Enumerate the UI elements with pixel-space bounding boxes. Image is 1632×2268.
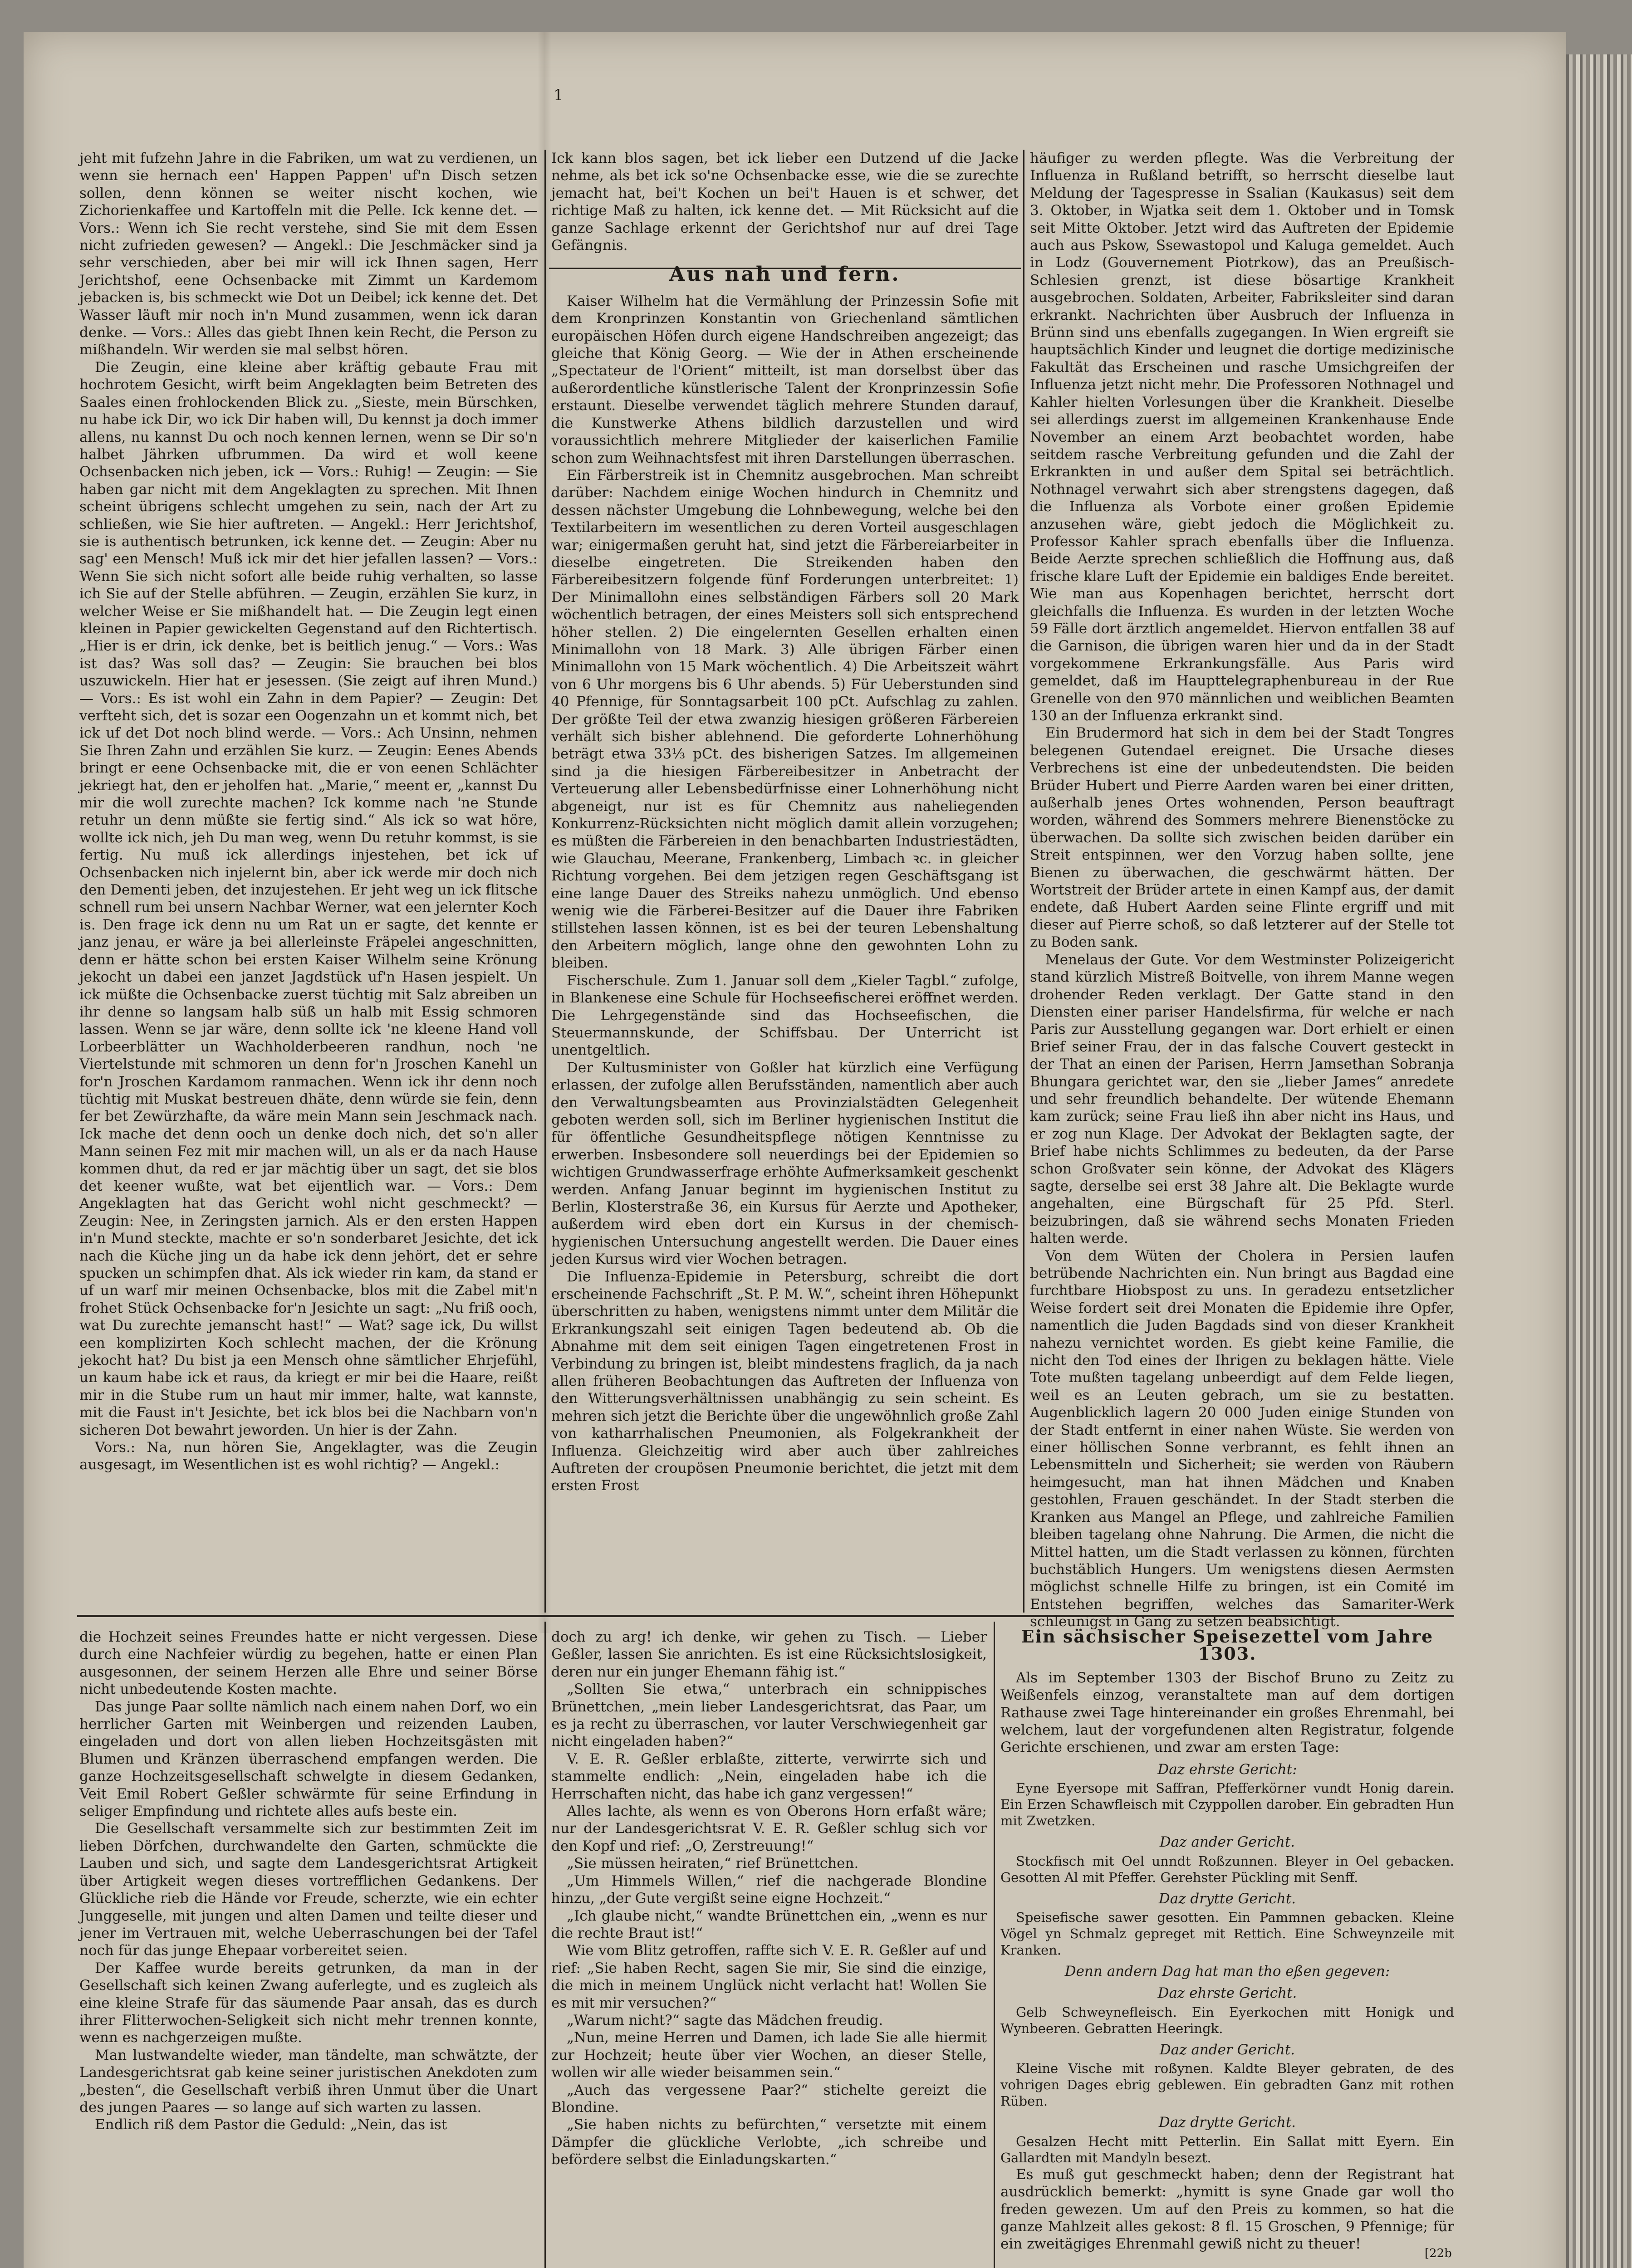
menu-course-heading: Daz ehrste Gericht. [1157, 1985, 1297, 2002]
story-paragraph: Der Kaffee wurde bereits getrunken, da man in der Gesellschaft sich keinen Zwang auferlegte, und es zugleich als eine kleine Strafe für das säumende Paar ansah, das es durch ihrer Flitterwochen-Seligkeit sich nicht mehr trennen konnte, wenn es nachgerzeigen mußte. [79, 1960, 538, 2046]
menu-course-heading: Daz drytte Gericht. [1158, 1890, 1296, 1907]
menu-course-text: Kleine Vische mit roßynen. Kaldte Bleyer gebraten, de des vohrigen Dages ebrig geblewen. Ein gebradten Ganz mit rothen Rüben. [1000, 2061, 1454, 2109]
right-column [1030, 150, 1454, 1630]
menu-course-text: Gelb Schweynefleisch. Ein Eyerkochen mitt Honigk und Wynbeeren. Gebratten Heeringk. [1000, 2004, 1454, 2036]
menu-article-closing: Es muß gut geschmeckt haben; denn der Registrant hat ausdrücklich bemerkt: „hymitt is syne Gnade gar woll tho freden gewezen. Um auf den Preis zu kommen, so hat die ganze Mahlzeit alles gekost: 8 fl. 15 Groschen, 9 Pfennige; für ein zweitägiges Ehrenmahl gewiß nicht zu theuer! [1000, 2166, 1454, 2253]
article-paragraph: Ein Färberstreik ist in Chemnitz ausgebrochen. Man schreibt darüber: Nachdem einige Wochen hindurch in Chemnitz und dessen nächster Umgebung die Lohnbewegung, welche bei den Textilarbeitern im wesentlichen zu deren Vorteil ausgeschlagen war; einigermaßen geruht hat, sind jetzt die Färbereiarbeiter in dieselbe eingetreten. Die Streikenden haben den Färbereibesitzern folgende fünf Forderungen unterbreitet: 1) Der Minimallohn eines selbständigen Färbers soll 20 Mark wöchentlich betragen, der eines Meisters soll sich entsprechend höher stellen. 2) Die eingelernten Gesellen erhalten einen Minimallohn von 18 Mark. 3) Alle übrigen Färber einen Minimallohn von 15 Mark wöchentlich. 4) Die Arbeitszeit währt von 6 Uhr morgens bis 6 Uhr abends. 5) Für Ueberstunden sind 40 Pfennige, für Sonntagsarbeit 100 pCt. Aufschlag zu zahlen. Der größte Teil der etwa zwanzig hiesigen größeren Färbereien verhält sich bisher ablehnend. Die geforderte Lohnerhöhung beträgt etwa 33⅓ pCt. des bisherigen Satzes. Im allgemeinen sind ja die hiesigen Färbereibesitzer in Anbetracht der Verteuerung aller Lebensbedürfnisse einer Lohnerhöhung nicht abgeneigt, nur ist es für Chemnitz aus naheliegenden Konkurrenz-Rücksichten nicht möglich damit allein vorzugehen; es müßten die Färbereien in den benachbarten Industriestädten, wie Glauchau, Meerane, Frankenberg, Limbach ꝛc. in gleicher Richtung vorgehen. Bei dem jetzigen regen Geschäftsgang ist eine lange Dauer des Streiks nahezu unmöglich. Und ebenso wenig wie die Färberei-Besitzer auf die Dauer ihre Fabriken stillstehen lassen können, ist es bei der teuren Lebenshaltung den Arbeitern möglich, lange ohne den gewohnten Lohn zu bleiben. [551, 467, 1019, 972]
story-paragraph: „Nun, meine Herren und Damen, ich lade Sie alle hiermit zur Hochzeit; heute über vier Wochen, an dieser Stelle, wollen wir alle wieder beisammen sein.“ [551, 2029, 987, 2081]
feuilleton-left-column [79, 1628, 538, 2268]
column-rule-4 [994, 1622, 995, 2268]
menu-course-heading: Daz drytte Gericht. [1158, 2114, 1296, 2131]
article-paragraph: Ick kann blos sagen, bet ick lieber een Dutzend uf die Jacke nehme, als bet ick so'ne Ochsenbacke esse, wie die se zurechte jemacht hat, bei't Kochen un bei't Hauen is et schwer, det richtige Maß zu halten, ick kenne det. — Mit Rücksicht auf die ganze Sachlage erkennt der Gerichtshof nur auf drei Tage Gefängnis. [551, 150, 1019, 254]
story-paragraph: Das junge Paar sollte nämlich nach einem nahen Dorf, wo ein herrlicher Garten mit Weinbergen und reizenden Lauben, eingeladen und dort von allen lieben Hochzeitsgästen mit Blumen und Kränzen überraschend empfangen werden. Die ganze Hochzeitsgesellschaft schwelgte in diesem Gedanken, Veit Emil Robert Geßler schwärmte für seine Erfindung in seliger Empfindung und richtete alles aufs beste ein. [79, 1698, 538, 1820]
story-paragraph: Endlich riß dem Pastor die Geduld: „Nein, das ist [95, 2116, 447, 2133]
story-paragraph: Die Gesellschaft versammelte sich zur bestimmten Zeit im lieben Dörfchen, durchwandelte den Garten, schmückte die Lauben und sich, und sagte dem Landesgerichtsrat Artigkeit über Artigkeit wegen dieses vortrefflichen Gedankens. Der Glückliche rieb die Hände vor Freude, scherzte, wie ein echter Junggeselle, mit jungen und alten Damen und teilte dieser und jener im Vertrauen mit, welche Ueberraschungen bei der Tafel noch für das junge Ehepaar vorbereitet seien. [79, 1820, 538, 1959]
story-paragraph: doch zu arg! ich denke, wir gehen zu Tisch. — Lieber Geßler, lassen Sie anrichten. Es ist eine Rücksichtslosigkeit, deren nur ein junger Ehemann fähig ist.“ [551, 1629, 987, 1680]
menu-day-heading: Denn andern Dag hat man tho eßen gegeven: [1064, 1963, 1390, 1980]
article-paragraph: Vors.: Na, nun hören Sie, Angeklagter, was die Zeugin ausgesagt, im Wesentlichen ist es wohl richtig? — Angekl.: [79, 1439, 538, 1473]
menu-course-text: Eyne Eyersope mit Saffran, Pfefferkörner vundt Honig darein. Ein Erzen Schawfleisch mit Czyppollen darober. Ein gebradten Hun mit Zwetzken. [1000, 1780, 1454, 1829]
story-paragraph: Alles lachte, als wenn es von Oberons Horn erfaßt wäre; nur der Landesgerichtsrat V. E. R. Geßler schlug sich vor den Kopf und rief: „O, Zerstreuung!“ [551, 1803, 987, 1854]
story-paragraph: die Hochzeit seines Freundes hatte er nicht vergessen. Diese durch eine Nachfeier würdig zu begehen, hatte er einen Plan ausgesonnen, der seinem Herzen alle Ehre und seiner Börse nicht unbedeutende Kosten machte. [79, 1629, 538, 1698]
story-paragraph: „Warum nicht?“ sagte das Mädchen freudig. [567, 2012, 883, 2028]
article-paragraph: Der Kultusminister von Goßler hat kürzlich eine Verfügung erlassen, der zufolge allen Berufsständen, namentlich aber auch den Verwaltungsbeamten aus Provinzialstädten Gelegenheit geboten werden soll, sich im Berliner hygienischen Institut die für öffentliche Gesundheitspflege nötigen Kenntnisse zu erwerben. Insbesondere soll neuerdings bei der Epidemien so wichtigen Grundwasserfrage erhöhte Aufmerksamkeit geschenkt werden. Anfang Januar beginnt im hygienischen Institut zu Berlin, Klosterstraße 36, ein Kursus für Aerzte und Apotheker, außerdem wird eben dort ein Kursus in der chemisch-hygienischen Untersuchung angestellt werden. Die Dauer eines jeden Kursus wird vier Wochen betragen. [551, 1059, 1019, 1268]
catchword: [22b [1425, 2247, 1452, 2260]
menu-course-heading: Daz ehrste Gericht: [1157, 1761, 1297, 1778]
article-paragraph: Ein Brudermord hat sich in dem bei der Stadt Tongres belegenen Gutendael ereignet. Die Ursache dieses Verbrechens ist eine der unbedeutendsten. Die beiden Brüder Hubert und Pierre Aarden waren bei einer dritten, außerhalb jenes Ortes wohnenden, Person beauftragt worden, während des Sommers mehrere Bienenstöcke zu überwachen. Da sollte sich zwischen beiden darüber ein Streit entspinnen, wer den Vorzug haben sollte, jene Bienen zu überwachen, die geschwärmt hätten. Der Wortstreit der Brüder artete in einen Kampf aus, der damit endete, daß Hubert Aarden seine Flinte ergriff und mit dieser auf Pierre schoß, so daß letzterer auf der Stelle tot zu Boden sank. [1030, 725, 1454, 951]
page-stack-edge [1566, 54, 1632, 2268]
middle-column [551, 150, 1019, 1608]
story-paragraph: „Sollten Sie etwa,“ unterbrach ein schnippisches Brünettchen, „mein lieber Landesgerichtsrat, das Paar, um es ja recht zu überraschen, vor lauter Verschwiegenheit gar nicht eingeladen haben?“ [551, 1681, 987, 1750]
article-paragraph: Die Zeugin, eine kleine aber kräftig gebaute Frau mit hochrotem Gesicht, wirft beim Angeklagten beim Betreten des Saales einen frohlockenden Blick zu. „Sieste, mein Bürschken, nu habe ick Dir, wo ick Dir haben will, Du kennst ja doch immer allens, nu kannst Du och noch kennen lernen, wenn se Dir so'n halbet Jährken ufbrummen. Da wird et woll keene Ochsenbacken nich jeben, ick — Vors.: Ruhig! — Zeugin: — Sie haben gar nicht mit dem Angeklagten zu sprechen. Mit Ihnen scheint übrigens schlecht umgehen zu sein, nach der Art zu schließen, wie Sie hier auftreten. — Angekl.: Herr Jerichtshof, sie is authentisch betrunken, ick kenne det. — Zeugin: Aber nu sag' een Mensch! Muß ick mir det hier jefallen lassen? — Vors.: Wenn Sie sich nicht sofort alle beide ruhig verhalten, so lasse ich Sie auf der Stelle abführen. — Zeugin, erzählen Sie kurz, in welcher Weise er Sie mißhandelt hat. — Die Zeugin legt einen kleinen in Papier gewickelten Gegenstand auf den Richtertisch. „Hier is er drin, ick denke, bet is beitlich jenug.“ — Vors.: Was ist das? Was soll das? — Zeugin: Sie brauchen bei blos uszuwickeln. Hier hat er jesessen. (Sie zeigt auf ihren Mund.) — Vors.: Es ist wohl ein Zahn in dem Papier? — Zeugin: Det verfteht sich, det is sozar een Oogenzahn un et kommt nich, bet ick uf det Dot noch blind werde. — Vors.: Ach Unsinn, nehmen Sie Ihren Zahn und erzählen Sie kurz. — Zeugin: Eenes Abends bringt er eene Ochsenbacke mit, die er von eenen Schlächter jekriegt hat, den er jeholfen hat. „Marie,“ meent er, „kannst Du mir die woll zurechte machen? Ick komme nach 'ne Stunde retuhr un denn müßte sie fertig sind.“ Als ick so wat höre, wollte ick nich, jeh Du man weg, wenn Du retuhr kommst, is sie fertig. Nu muß ick allerdings injestehen, bet ick uf Ochsenbacken nich injelernt bin, aber ick werde mir doch nich den Dementi jeben, det inzujestehen. Er jeht weg un ick flitsche schnell rum bei unsern Nachbar Werner, wat een jelernter Koch is. Den frage ick denn nu um Rat un er sagte, det kennte er janz jenau, er wäre ja bei allerleinste Fräpelei angeschnitten, denn er hätte schon bei ersten Kaiser Wilhelm seine Krönung jekocht un dabei een janzet Jagdstück uf'n Hasen jespielt. Un ick müßte die Ochsenbacke zuerst tüchtig mit Salz abreiben un ihr denne so langsam halb süß un halb mit Essig schmoren lassen. Wenn se jar wäre, denn sollte ick 'ne kleene Hand voll Lorbeerblätter un Wachholderbeeren randhun, noch 'ne Viertelstunde mit schmoren un denn for'n Jroschen Kanehl un for'n Jroschen Kardamom ranmachen. Wenn ick ihr denn noch tüchtig mit Muskat bestreuen dhäte, denn würde sie fein, denn fer bet Zewürzhafte, da wäre mein Mann sein Jeschmack nach. Ick mache det denn ooch un denke doch nich, det so'n aller Mann seinen Fez mit mir machen will, un als er da nach Hause kommen dhut, da red er jar mächtig über un sagt, det sie blos det keener wußte, wat bet eijentlich war. — Vors.: Dem Angeklagten hat das Gericht wohl nicht geschmeckt? — Zeugin: Nee, in Zeringsten jarnich. Als er den ersten Happen in'n Mund steckte, machte er so'n sonderbaret Jesichte, det ick nach die Küche jing un da habe ick denn jehört, det er sehre spucken un schimpfen dhat. Als ick wieder rin kam, da stand er uf un warf mir meinen Ochsenbacke, blos mit die Zabel mit'n frohet Stück Ochsenbacke for'n Jesichte un sagt: „Nu friß ooch, wat Du zurechte jemanscht hast!“ — Wat? sage ick, Du willst een komplizirten Koch schlecht machen, der die Krönung jekocht hat? Du bist ja een Mensch ohne sämtlicher Ehrjefühl, un kaum habe ick et raus, da kriegt er mir bei die Haare, reißt mir in die Stube rum un haut mir immer, halte, wat kannste, mit die Faust in't Jesichte, bet ick blos bei die Nachbarn von'n sicheren Dot bewahrt jeworden. Un hier is der Zahn. [79, 359, 538, 1438]
story-paragraph: „Auch das vergessene Paar?“ stichelte gereizt die Blondine. [551, 2082, 987, 2116]
column-rule-3 [544, 1622, 546, 2268]
article-paragraph: jeht mit fufzehn Jahre in die Fabriken, um wat zu verdienen, un wenn sie hernach een' Happen Pappen' uf'n Disch setzen sollen, denn können se weiter nischt kochen, wie Zichorienkaffee und Kartoffeln mit die Pelle. Ick kenne det. — Vors.: Wenn ich Sie recht verstehe, sind Sie mit dem Essen nicht zufrieden gewesen? — Angekl.: Die Jeschmäcker sind ja sehr verschieden, aber bei mir will ick Ihnen sagen, Herr Jerichtshof, eene Ochsenbacke mit Zimmt un Kardemom jebacken is, bis schmeckt wie Dot un Deibel; ick kenne det. Det Wasser läuft mir noch in'n Mund zusammen, wenn ick daran denke. — Vors.: Alles das giebt Ihnen kein Recht, die Person zu mißhandeln. Wir werden sie mal selbst hören. [79, 150, 538, 358]
story-paragraph: „Ich glaube nicht,“ wandte Brünettchen ein, „wenn es nur die rechte Braut ist!“ [551, 1907, 987, 1941]
column-rule-1 [544, 150, 546, 1613]
page-mark: 1 [554, 86, 564, 104]
article-paragraph: Fischerschule. Zum 1. Januar soll dem „Kieler Tagbl.“ zufolge, in Blankenese eine Schule für Hochseefischerei eröffnet werden. Die Lehrgegenstände sind das Hochseefischen, die Steuermannskunde, der Schiffsbau. Der Unterricht ist unentgeltlich. [551, 972, 1019, 1059]
story-paragraph: „Sie müssen heiraten,“ rief Brünettchen. [567, 1855, 859, 1872]
left-column [79, 150, 538, 1608]
feuilleton-middle-column [551, 1628, 987, 2268]
article-paragraph: Von dem Wüten der Cholera in Persien laufen betrübende Nachrichten ein. Nun bringt aus Bagdad eine furchtbare Hiobspost zu uns. In geradezu entsetzlicher Weise fordert seit drei Monaten die Epidemie ihre Opfer, namentlich die Juden Bagdads sind von dieser Krankheit nahezu vernichtet worden. Es giebt keine Familie, die nicht den Tod eines der Ihrigen zu beklagen hätte. Viele Tote mußten tagelang unbeerdigt auf dem Felde liegen, weil es an Leuten gebrach, um sie zu bestatten. Augenblicklich lagern 20 000 Juden einige Stunden von der Stadt entfernt in einer nahen Wüste. Sie werden von einer höllischen Sonne verbrannt, es fehlt ihnen an Lebensmitteln und Sicherheit; sie werden von Räubern heimgesucht, man hat ihnen Mädchen und Knaben gestohlen, Frauen geschändet. In der Stadt sterben die Kranken aus Mangel an Pflege, und zahlreiche Familien bleiben tagelang ohne Nahrung. Die Armen, die nicht die Mittel hatten, um die Stadt verlassen zu können, fürchten buchstäblich Hungers. Um wenigstens diesen Aermsten möglichst schnelle Hilfe zu bringen, ist ein Comité im Entstehen begriffen, welches das Samariter-Werk schleunigst in Gang zu setzen beabsichtigt. [1030, 1247, 1454, 1630]
story-paragraph: Wie vom Blitz getroffen, raffte sich V. E. R. Geßler auf und rief: „Sie haben Recht, sagen Sie mir, Sie sind die einzige, die mich in meinem Unglück nicht verlacht hat! Wollen Sie es mit mir versuchen?“ [551, 1942, 987, 2011]
menu-course-text: Stockfisch mit Oel unndt Roßzunnen. Bleyer in Oel gebacken. Gesotten Al mit Pfeffer. Gerehster Pückling mit Senff. [1000, 1853, 1454, 1885]
column-rule-2 [1023, 150, 1024, 1613]
menu-article-column [1000, 1622, 1454, 2268]
menu-course-heading: Daz ander Gericht. [1159, 1834, 1295, 1851]
menu-course-heading: Daz ander Gericht. [1159, 2041, 1295, 2058]
article-paragraph: Menelaus der Gute. Vor dem Westminster Polizeigericht stand kürzlich Mistreß Boitvelle, von ihrem Manne wegen drohender Reden verklagt. Der Gatte stand in den Diensten einer pariser Handelsfirma, für welche er nach Paris zur Ausstellung gegangen war. Dort erhielt er einen Brief seiner Frau, der in das falsche Couvert gesteckt in der That an einen der Parisen, Herrn Jamsethan Sobranja Bhungara gerichtet war, den sie „lieber James“ anredete und sehr freundlich behandelte. Der wütende Ehemann kam zurück; seine Frau ließ ihn aber nicht ins Haus, und er zog nun Klage. Der Advokat der Beklagten sagte, der Brief habe nichts Schlimmes zu bedeuten, da der Parse schon Großvater sein könne, der Advokat des Klägers sagte, derselbe sei erst 38 Jahre alt. Die Beklagte wurde angehalten, eine Bürgschaft für 25 Pfd. Sterl. beizubringen, daß sie während sechs Monaten Frieden halten werde. [1030, 951, 1454, 1247]
menu-course-text: Gesalzen Hecht mitt Petterlin. Ein Sallat mitt Eyern. Ein Gallardten mit Mandyln besezt. [1000, 2133, 1454, 2165]
article-paragraph: Die Influenza-Epidemie in Petersburg, schreibt die dort erscheinende Fachschrift „St. P. M. W.“, scheint ihren Höhepunkt überschritten zu haben, wenigstens nimmt unter dem Militär die Erkrankungszahl seit einigen Tagen bedeutend ab. Ob die Abnahme mit dem seit einigen Tagen eingetretenen Frost in Verbindung zu bringen ist, bleibt mindestens fraglich, da ja nach allen früheren Beobachtungen das Auftreten der Influenza von den Witterungsverhältnissen unabhängig zu sein scheint. Es mehren sich jetzt die Berichte über die ungewöhnlich große Zahl von katharrhalischen Pneumonien, als Folgekrankheit der Influenza. Gleichzeitig wird aber auch über zahlreiches Auftreten der croupösen Pneumonie berichtet, die jetzt mit dem ersten Frost [551, 1268, 1019, 1494]
story-paragraph: „Sie haben nichts zu befürchten,“ versetzte mit einem Dämpfer die glückliche Verlobte, „ich schreibe und befördere selbst die Einladungskarten.“ [551, 2116, 987, 2168]
menu-article-intro: Als im September 1303 der Bischof Bruno zu Zeitz zu Weißenfels einzog, veranstaltete man auf dem dortigen Rathause zwei Tage hintereinander ein großes Ehrenmahl, bei welchem, laut der vorgefundenen alten Registratur, folgende Gerichte erschienen, und zwar am ersten Tage: [1000, 1669, 1454, 1756]
menu-course-text: Speisefische sawer gesotten. Ein Pammnen gebacken. Kleine Vögel yn Schmalz gepreget mit Rettich. Eine Schweynzeile mit Kranken. [1000, 1910, 1454, 1958]
menu-article-heading: Ein sächsischer Speisezettel vom Jahre 1303. [1021, 1626, 1434, 1664]
section-heading: Aus nah und fern. [669, 263, 901, 286]
story-paragraph: Man lustwandelte wieder, man tändelte, man schwätzte, der Landesgerichtsrat gab keine seiner juristischen Anekdoten zum „besten“, die Gesellschaft verbiß ihren Unmut über die Unart des jungen Paares — so lange auf sich warten zu lassen. [79, 2047, 538, 2116]
article-paragraph: Kaiser Wilhelm hat die Vermählung der Prinzessin Sofie mit dem Kronprinzen Konstantin von Griechenland sämtlichen europäischen Höfen durch eigene Handschreiben angezeigt; das gleiche that König Georg. — Wie der in Athen erscheinende „Spectateur de l'Orient“ mitteilt, ist man dorselbst über das außerordentliche künstlerische Talent der Kronprinzessin Sofie erstaunt. Dieselbe verwendet täglich mehrere Stunden darauf, die Kunstwerke Athens bildlich darzustellen und wird voraussichtlich mehrere Mitglieder der kaiserlichen Familie schon zum Weihnachtsfest mit ihren Darstellungen überraschen. [551, 293, 1019, 466]
story-paragraph: „Um Himmels Willen,“ rief die nachgerade Blondine hinzu, „der Gute vergißt seine eigne Hochzeit.“ [551, 1872, 987, 1907]
article-paragraph: häufiger zu werden pflegte. Was die Verbreitung der Influenza in Rußland betrifft, so herrscht dieselbe laut Meldung der Tagespresse in Ssalian (Kaukasus) seit dem 3. Oktober, in Wjatka seit dem 1. Oktober und in Tomsk seit Mitte Oktober. Jetzt wird das Auftreten der Epidemie auch aus Pskow, Ssewastopol und Kaluga gemeldet. Auch in Lodz (Gouvernement Piotrkow), das an Preußisch-Schlesien grenzt, ist diese bösartige Krankheit ausgebrochen. Soldaten, Arbeiter, Fabriksleiter sind daran erkrankt. Nachrichten über Ausbruch der Influenza in Brünn sind uns ebenfalls zugegangen. In Wien ergreift sie hauptsächlich Kinder und leugnet die dortige medizinische Fakultät das Erscheinen und rasche Umsichgreifen der Influenza jetzt nicht mehr. Die Professoren Nothnagel und Kahler hielten Vorlesungen über die Krankheit. Dieselbe sei allerdings zuerst im allgemeinen Krankenhause Ende November an einem Arzt beobachtet worden, habe seitdem rasche Verbreitung gefunden und die Zahl der Erkrankten in und außer dem Spital sei beträchtlich. Nothnagel verwahrt sich aber strengstens dagegen, daß die Influenza als Vorbote einer großen Epidemie anzusehen wäre, giebt jedoch die Möglichkeit zu. Professor Kahler sprach ebenfalls über die Influenza. Beide Aerzte sprechen schließlich die Hoffnung aus, daß frische klare Luft der Epidemie ein baldiges Ende bereitet. Wie man aus Kopenhagen berichtet, herrscht dort gleichfalls die Influenza. Es wurden in der letzten Woche 59 Fälle dort ärztlich angemeldet. Hiervon entfallen 38 auf die Garnison, die übrigen waren hier und da in der Stadt vorgekommene Erkrankungsfälle. Aus Paris wird gemeldet, daß im Haupttelegraphenbureau in der Rue Grenelle von den 970 männlichen und weiblichen Beamten 130 an der Influenza erkrankt sind. [1030, 150, 1454, 724]
story-paragraph: V. E. R. Geßler erblaßte, zitterte, verwirrte sich und stammelte endlich: „Nein, eingeladen habe ich die Herrschaften nicht, das habe ich ganz vergessen!“ [551, 1750, 987, 1802]
